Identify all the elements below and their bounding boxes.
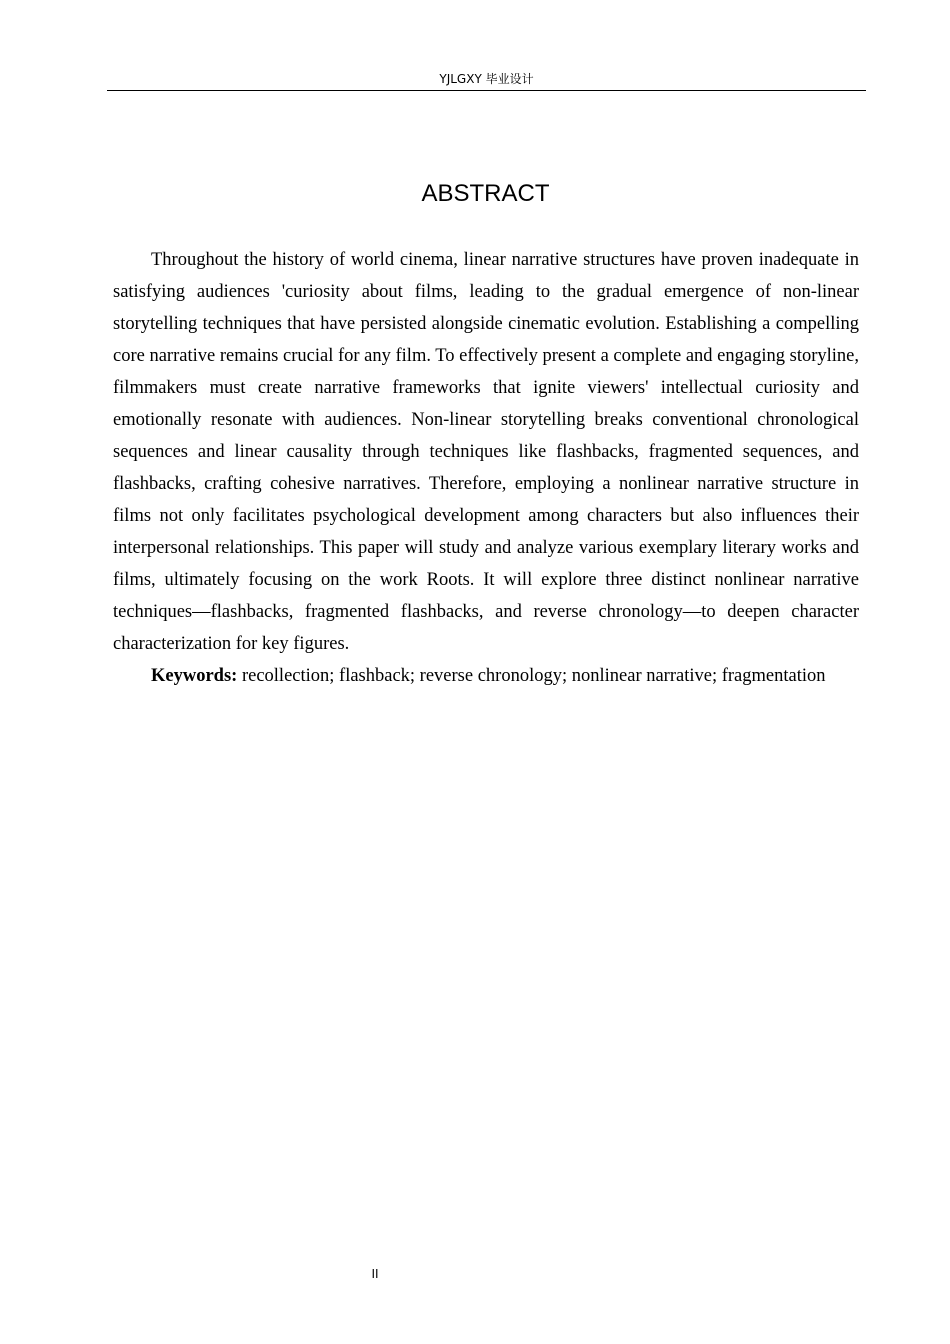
abstract-title: ABSTRACT bbox=[421, 180, 550, 207]
keywords-label: Keywords: bbox=[151, 666, 238, 686]
keywords-line bbox=[113, 660, 859, 692]
keywords-list: recollection; flashback; reverse chronology; nonlinear narrative; fragmentation bbox=[237, 666, 826, 686]
page-header bbox=[107, 69, 866, 91]
header-text: YJLGXY 毕业设计 bbox=[439, 72, 534, 86]
abstract-body: Throughout the history of world cinema, linear narrative structures have proven inadequate in satisfying audiences 'curiosity about films, leading to the gradual emergence of non-linear storytelling techniques that have persisted alongside cinematic evolution. Establishing a compelling core narrative remains crucial for any film. To effectively present a complete and engaging storyline, filmmakers must create narrative frameworks that ignite viewers' intellectual curiosity and emotionally resonate with audiences. Non-linear storytelling breaks conventional chronological sequences and linear causality through techniques like flashbacks, fragmented sequences, and flashbacks, crafting cohesive narratives. Therefore, employing a nonlinear narrative structure in films not only facilitates psychological development among characters but also influences their interpersonal relationships. This paper will study and analyze various exemplary literary works and films, ultimately focusing on the work Roots. It will explore three distinct nonlinear narrative techniques—flashbacks, fragmented flashbacks, and reverse chronology—to deepen character characterization for key figures. bbox=[113, 250, 859, 654]
page-number: II bbox=[371, 1267, 379, 1281]
